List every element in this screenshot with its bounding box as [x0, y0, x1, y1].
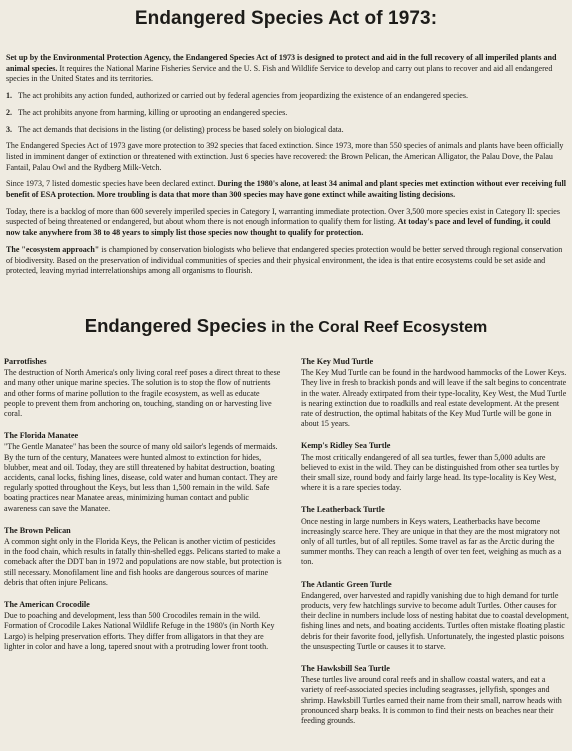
species-title: The Florida Manatee: [4, 431, 79, 441]
provision-number: 2.: [6, 107, 13, 117]
species-description: The destruction of North America's only living coral reef poses a direct threat to these and many other unique marine species. The solution is to stop the flow of nutrients and other forms of marine pollution to the fragile ecosystem, as well as educate people to prevent them from anchoring on, touching, standing on or harvesting live coral.: [4, 368, 281, 419]
provision-text: The act demands that decisions in the listing (or delisting) process be based solely on biological data.: [18, 124, 344, 134]
provision-number: 3.: [6, 124, 13, 134]
provision-number: 1.: [6, 91, 13, 101]
species-description: A common sight only in the Florida Keys, the Pelican is another victim of pesticides in the food chain, which results in fatally thin-shelled eggs. Pelicans started to make a comeback after the DDT ban in 1972 and populations are now stable, but protection is still necessary. Monofilament line and fish hooks are dangerous sources of marine debris that often injure Pelicans.: [4, 537, 282, 587]
ecosystem-approach-bold: The "ecosystem approach": [6, 244, 100, 254]
species-description: Endangered, over harvested and rapidly vanishing due to high demand for turtle products, very few hatchlings survive to become adult Turtles. Other causes for their decline in numbers include loss of nesting habitat due to coastal development, fishing lines and nets, and boating accidents. Turtles often mistake floating plastic debris for their favorite food, jellyfish. Unfortunately, the ingested plastic poisons the unsuspecting Turtle or causes it to starve.: [301, 590, 569, 651]
intro-lead-rest: It requires the National Marine Fisheries Service and the U. S. Fish and Wildlife Service to develop and carry out plans to recover and aid all endangered species in the United States and its territories.: [6, 63, 553, 84]
species-title: The Hawksbill Sea Turtle: [301, 664, 390, 674]
species-title: The Atlantic Green Turtle: [301, 579, 392, 589]
species-description: Once nesting in large numbers in Keys waters, Leatherbacks have become increasingly scarce here. They are unique in that they are the most migratory not only of all turtles, but of all reptiles. Some travel as far as the Arctic during the summer months. They can reach a length of over ten feet, weighing as much as a ton.: [301, 516, 562, 567]
species-title: The Key Mud Turtle: [301, 357, 374, 366]
provision-1: [6, 91, 566, 102]
backlog-text: Today, there is a backlog of more than 600 severely imperiled species in Category I, warranting immediate protection. Over 3,500 more species exist in Category II: species suspected of being threatened or endangered, but about whom there is not enough information to qualify them for listing.: [6, 206, 560, 227]
intro-paragraph-4: [6, 207, 566, 239]
species-title: The Brown Pelican: [4, 525, 71, 535]
ecosystem-approach-text: is championed by conservation biologists who believe that endangered species protection would be better served through regional conservation of biodiversity. Based on the preservation of individual communities of species and their physical environment, the idea is that entire ecosystems could be set aside and protected, leaving myriad interrelationships among all organisms to flourish.: [6, 244, 563, 276]
intro-lead-bold: Set up by the Environmental Protection Agency, the Endangered Species Act of 1973 is designed to protect and aid in the full recovery of all imperiled plants and animal species.: [6, 53, 557, 73]
species-description: "The Gentle Manatee" has been the source of many old sailor's legends of mermaids. By the turn of the century, Manatees were hunted almost to extinction for hides, blubber, meat and oil. Today, they are still threatened by habitat destruction, boating accidents, canal locks, fishing lines, disease, cold water and human contact. They are regularly spotted throughout the Keys, but less than 1,500 remain in the wild. Safe boating practices near Manatee areas, minimizing human contact and public awareness can save the Manatee.: [4, 442, 278, 513]
species-entry-key-mud-turtle: [301, 357, 569, 429]
species-description: Due to poaching and development, less than 500 Crocodiles remain in the wild. Formation of Crocodile Lakes National Wildlife Refuge in the 1980's (in North Key Largo) is helping preservation efforts. They differ from alligators in that they are lighter in color and have a long, tapered snout with a protruding lower front tooth.: [4, 611, 275, 651]
extinct-bold: During the 1980's alone, at least 34 animal and plant species met extinction without ever receiving full benefit of ESA protection. More troubling is data that more than 300 species may have gone extinct while awaiting listing decisions.: [6, 179, 566, 200]
species-description: The most critically endangered of all sea turtles, fewer than 5,000 adults are believed to exist in the wild. They can be distinguished from other sea turtles by their small size, round body and fairly large head. Its type-locality is Key West, where it is a rare species today.: [301, 452, 559, 493]
species-title: Kemp's Ridley Sea Turtle: [301, 441, 391, 451]
species-description: These turtles live around coral reefs and in shallow coastal waters, and eat a variety of reef-associated species including seagrasses, jellyfish, sponges and shrimp. Hawksbill Turtles earned their name from their small, narrow heads with pronounced sharp beaks. It is common to find their nests on beaches near their feeding grounds.: [301, 675, 562, 726]
intro-paragraph-2: The Endangered Species Act of 1973 gave more protection to 392 species that faced extinction. Since 1973, more than 550 species of animals and plants have been officially listed in imminent danger of extinction or threatened with extinction. Just 6 species have recovered: the Brown Pelican, the American Alligator, the Palau Dove, the Palau Fantail, Palau Owl and the Rydberg Milk-Vetch.: [6, 141, 564, 172]
species-entry-parrotfishes: [4, 357, 282, 419]
species-title: Parrotfishes: [4, 357, 47, 366]
provision-text: The act prohibits anyone from harming, killing or uprooting an endangered species.: [18, 107, 288, 117]
intro-section: [6, 53, 566, 283]
intro-paragraph-1: [6, 53, 566, 85]
intro-paragraph-3: [6, 179, 566, 200]
provision-2: [6, 108, 566, 119]
species-title: The Leatherback Turtle: [301, 505, 385, 515]
intro-paragraph-5: [6, 245, 566, 277]
provision-3: [6, 125, 566, 136]
right-column: [301, 357, 569, 738]
species-entry-atlantic-green: [301, 580, 569, 652]
species-entry-american-crocodile: [4, 600, 282, 652]
left-column: [4, 357, 282, 664]
section-heading: [0, 315, 572, 337]
extinct-text: Since 1973, 7 listed domestic species have been declared extinct.: [6, 179, 218, 189]
provision-text: The act prohibits any action funded, authorized or carried out by federal agencies from jeopardizing the existence of an endangered species.: [18, 91, 468, 101]
species-description: The Key Mud Turtle can be found in the hardwood hammocks of the Lower Keys. They live in fresh to brackish ponds and will leave if the salt begins to concentrate in the water. Already extirpated from their type-locality, Key West, the Mud Turtle is nearing extinction due to roadkills and real estate development. At the present rate of destruction, the optimal habitats of the Key Mud Turtle will be gone in about 15 years.: [301, 368, 567, 429]
species-entry-brown-pelican: [4, 526, 282, 588]
species-entry-hawksbill: [301, 664, 569, 726]
species-entry-kemps-ridley: [301, 441, 569, 493]
species-title: The American Crocodile: [4, 600, 90, 610]
species-entry-leatherback: [301, 505, 569, 567]
section-heading-rest: in the Coral Reef Ecosystem: [266, 319, 488, 336]
section-heading-main: Endangered Species: [84, 315, 267, 336]
species-entry-florida-manatee: [4, 431, 282, 514]
backlog-bold: At today's pace and level of funding, it could now take anywhere from 38 to 48 years to simply list those species now thought to qualify for protection.: [6, 217, 551, 238]
page-title: Endangered Species Act of 1973:: [134, 8, 438, 29]
